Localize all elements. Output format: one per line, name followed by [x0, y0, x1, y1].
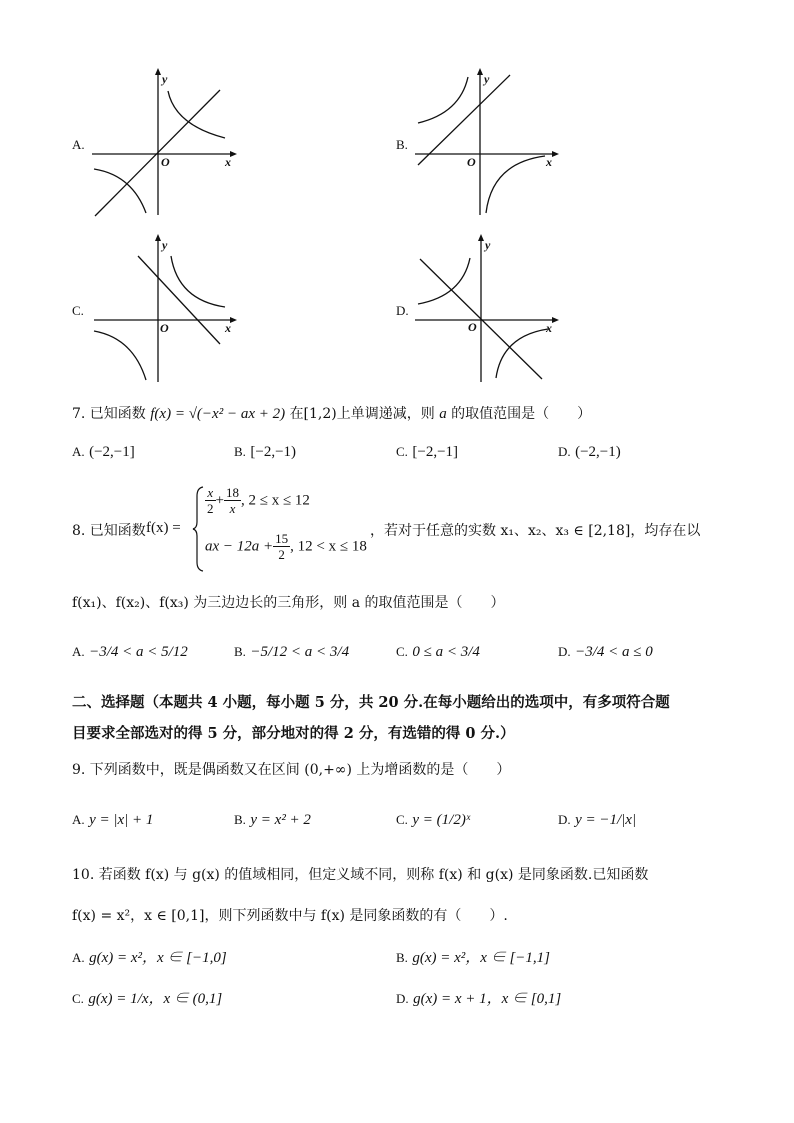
q9-option-d-text: y = −1/|x| — [575, 812, 637, 828]
q7-option-c[interactable] — [396, 444, 458, 461]
graph-b-x-label: x — [546, 155, 552, 169]
graph-a-x-arrow — [230, 151, 237, 157]
graph-a-origin: O — [161, 155, 170, 169]
q8-option-b[interactable] — [234, 644, 349, 661]
graph-c-origin: O — [160, 321, 169, 335]
q7-stem-prefix: 7. 已知函数 — [72, 406, 146, 422]
q8-option-b-letter: B. — [234, 644, 246, 659]
q10-stem-line-2: f(x) = x²，x ∈ [0,1]，则下列函数中与 f(x) 是同象函数的有（ ）. — [72, 908, 508, 924]
q9-option-b-text: y = x² + 2 — [250, 812, 311, 828]
graph-c-hyperbola-lower — [94, 331, 146, 380]
q8-option-a-text: −3/4 < a < 5/12 — [89, 644, 188, 660]
q8-piece-2-frac-15-2: $\frac{15}{2}$ — [275, 531, 289, 562]
graph-c-y-label: y — [162, 238, 168, 252]
q7-option-b-text: [−2,−1) — [250, 444, 297, 460]
q7-variable: a — [439, 406, 447, 422]
q7-option-c-letter: C. — [396, 444, 408, 459]
q10-option-d[interactable] — [396, 987, 561, 1008]
q9-option-b-letter: B. — [234, 812, 246, 827]
graph-b-letter: B. — [396, 137, 408, 152]
graph-b-y-arrow — [477, 68, 483, 75]
graph-d-origin: O — [468, 320, 477, 334]
q9-option-d[interactable] — [558, 812, 636, 829]
q8-option-d-text: −3/4 < a ≤ 0 — [575, 644, 653, 660]
q8-stem-prefix: 8. 已知函数 — [72, 523, 146, 539]
graph-a-x-label: x — [225, 155, 231, 169]
graph-b-y-label: y — [484, 72, 490, 86]
q7-option-d[interactable] — [558, 444, 621, 461]
q8-option-c[interactable] — [396, 644, 480, 661]
q7-stem — [72, 403, 591, 423]
q7-stem-mid: 在[1,2)上单调递减，则 — [289, 406, 435, 422]
q7-option-a-letter: A. — [72, 444, 85, 459]
q10-stem-line-1: 10. 若函数 f(x) 与 g(x) 的值域相同，但定义域不同，则称 f(x) 和 g(x) 是同象函数.已知函数 — [72, 867, 649, 883]
graph-c — [80, 232, 250, 392]
graph-b — [410, 65, 570, 225]
graph-a-letter: A. — [72, 137, 85, 152]
graph-d — [410, 232, 570, 392]
q8-piece-1-frac-18-x: $\frac{18}{x}$ — [225, 485, 239, 516]
q8-option-c-text: 0 ≤ a < 3/4 — [412, 644, 480, 660]
q7-option-b[interactable] — [234, 444, 296, 461]
q10-option-b[interactable] — [396, 946, 550, 967]
q10-option-a-letter: A. — [72, 950, 85, 965]
q8-stem-line-2: f(x₁)、f(x₂)、f(x₃) 为三边边长的三角形，则 a 的取值范围是（ ） — [72, 595, 505, 611]
graph-d-y-label: y — [485, 238, 491, 252]
q8-stem-suffix: ，若对于任意的实数 x₁、x₂、x₃ ∈ [2,18]，均存在以 — [370, 523, 701, 539]
q8-piece-2-domain: , 12 < x ≤ 18 — [290, 538, 367, 555]
q10-option-a-text: g(x) = x²，x ∈ [−1,0] — [89, 950, 227, 966]
q8-option-c-letter: C. — [396, 644, 408, 659]
q10-option-c-letter: C. — [72, 991, 84, 1006]
q9-option-c-letter: C. — [396, 812, 408, 827]
q8-brace — [193, 486, 205, 572]
q8-piece-1-domain: , 2 ≤ x ≤ 12 — [240, 492, 310, 509]
q9-stem: 9. 下列函数中，既是偶函数又在区间 (0,+∞) 上为增函数的是（ ） — [72, 762, 511, 778]
q10-option-d-text: g(x) = x + 1，x ∈ [0,1] — [413, 991, 562, 1007]
q7-function: f(x) = √(−x² − ax + 2) — [150, 406, 286, 422]
q10-option-d-letter: D. — [396, 991, 409, 1006]
q9-option-a-letter: A. — [72, 812, 85, 827]
graph-a — [80, 65, 250, 225]
q8-option-a[interactable] — [72, 644, 188, 661]
graph-a-y-label: y — [162, 72, 168, 86]
q9-option-a-text: y = |x| + 1 — [89, 812, 154, 828]
q7-option-a[interactable] — [72, 444, 135, 461]
q7-option-b-letter: B. — [234, 444, 246, 459]
graph-d-letter: D. — [396, 303, 409, 318]
q8-piece-2 — [205, 532, 367, 561]
q8-option-d[interactable] — [558, 644, 653, 661]
graph-d-y-arrow — [478, 234, 484, 241]
q9-option-c[interactable] — [396, 812, 470, 829]
q8-option-a-letter: A. — [72, 644, 85, 659]
q10-option-b-letter: B. — [396, 950, 408, 965]
graph-b-x-arrow — [552, 151, 559, 157]
graph-d-x-label: x — [546, 321, 552, 335]
graph-b-hyperbola-upper — [418, 77, 468, 123]
q9-option-a[interactable] — [72, 812, 153, 829]
q7-option-a-text: (−2,−1] — [89, 444, 135, 460]
q8-piece-2-head: ax − 12a + — [205, 538, 274, 555]
q7-option-d-text: (−2,−1) — [575, 444, 621, 460]
q9-option-b[interactable] — [234, 812, 311, 829]
q7-stem-suffix: 的取值范围是（ ） — [451, 406, 592, 422]
graph-c-x-label: x — [225, 321, 231, 335]
graph-a-y-arrow — [155, 68, 161, 75]
section-2-heading-line-1: 二、选择题（本题共 4 小题，每小题 5 分，共 20 分.在每小题给出的选项中，有多项符合题 — [72, 694, 670, 711]
q8-option-d-letter: D. — [558, 644, 571, 659]
q8-piece-1: $\frac{x}{2}$ + $\frac{18}{x}$ , 2 ≤ x ≤ 12 — [207, 485, 310, 516]
q9-option-d-letter: D. — [558, 812, 571, 827]
q10-option-a[interactable] — [72, 946, 227, 967]
q10-option-c-text: g(x) = 1/x，x ∈ (0,1] — [88, 991, 223, 1007]
graph-b-origin: O — [467, 155, 476, 169]
graph-d-hyperbola-lower — [496, 329, 548, 378]
graph-c-letter: C. — [72, 303, 84, 318]
q7-option-c-text: [−2,−1] — [412, 444, 459, 460]
section-2-heading-line-2: 目要求全部选对的得 5 分，部分地对的得 2 分，有选错的得 0 分.） — [72, 725, 515, 742]
q10-option-c[interactable] — [72, 987, 222, 1008]
q9-option-c-text: y = (1/2)ˣ — [412, 812, 471, 828]
q8-func-name: f(x) = — [146, 520, 181, 536]
graph-c-y-arrow — [155, 234, 161, 241]
graph-c-x-arrow — [230, 317, 237, 323]
graph-c-line — [138, 256, 220, 344]
q10-option-b-text: g(x) = x²，x ∈ [−1,1] — [412, 950, 551, 966]
graph-d-x-arrow — [552, 317, 559, 323]
graph-b-hyperbola-lower — [486, 156, 545, 213]
q7-option-d-letter: D. — [558, 444, 571, 459]
q8-option-b-text: −5/12 < a < 3/4 — [250, 644, 350, 660]
q8-piece-1-frac-x-2: $\frac{x}{2}$ — [207, 485, 214, 516]
